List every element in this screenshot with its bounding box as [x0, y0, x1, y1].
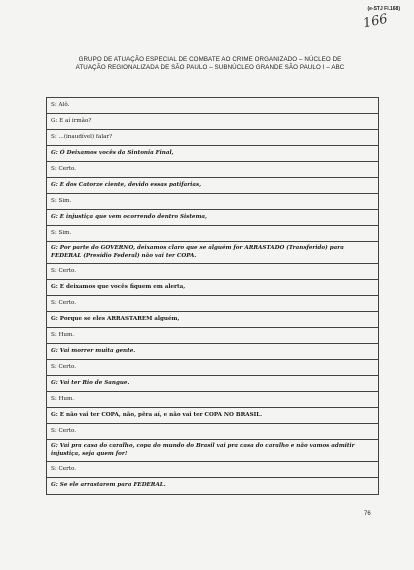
transcript-row [47, 146, 378, 162]
transcript-line-text: S: Certo. [51, 363, 77, 370]
transcript-row [47, 408, 378, 424]
transcript-line-text: S: Sim. [51, 229, 72, 236]
transcript-line-text: S: Certo. [51, 465, 77, 472]
transcript-line-text: G: E não vai ter COPA, não, pêra aí, e não vai ter COPA NO BRASIL. [51, 411, 263, 418]
transcript-row [47, 296, 378, 312]
transcript-table [46, 97, 379, 495]
transcript-line-text: S: Certo. [51, 299, 77, 306]
transcript-row [47, 114, 378, 130]
header-line-2: ATUAÇÃO REGIONALIZADA DE SÃO PAULO – SUBNÚCLEO GRANDE SÃO PAULO I – ABC [75, 64, 345, 71]
transcript-line-text: G: Se ele arrastarem para FEDERAL. [51, 482, 166, 489]
transcript-line-text: S: Sim. [51, 197, 72, 204]
transcript-row [47, 376, 378, 392]
transcript-line-text: G: E deixamos que vocês fiquem em alerta, [51, 283, 186, 290]
transcript-row [47, 424, 378, 440]
transcript-row [47, 210, 378, 226]
transcript-line-text: G: Vai ter Rio de Sangue. [51, 379, 130, 386]
transcript-line-text: S: Alô. [51, 101, 70, 108]
transcript-row [47, 242, 378, 264]
court-stamp: (e-STJ Fl.168) [367, 6, 400, 12]
transcript-row [47, 226, 378, 242]
transcript-line-text: G: Porque se eles ARRASTAREM alguém, [51, 315, 180, 322]
transcript-line-text: S: ...(inaudível) falar? [51, 133, 113, 140]
transcript-row [47, 130, 378, 146]
transcript-line-text: G: Ó Deixamos vocês da Sintonia Final, [51, 149, 174, 156]
transcript-line-text: G: Vai pra casa do caralho, copa do mundo do Brasil vai pra casa do caralho e não vamos admitir injustiça, seja quem for! [51, 443, 355, 457]
transcript-line-text: G: Por parte do GOVERNO, deixamos claro que se alguém for ARRASTADO (Transferido) para FEDERAL (Presídio Federal) não vai ter COPA. [51, 245, 344, 259]
transcript-line-text: G: Vai morrer muita gente. [51, 347, 136, 354]
transcript-row [47, 280, 378, 296]
page-number: 76 [364, 511, 371, 517]
transcript-row [47, 392, 378, 408]
transcript-row [47, 328, 378, 344]
transcript-row [47, 440, 378, 462]
transcript-row [47, 478, 378, 494]
transcript-row [47, 312, 378, 328]
header-line-1: GRUPO DE ATUAÇÃO ESPECIAL DE COMBATE AO CRIME ORGANIZADO – NÚCLEO DE [78, 56, 342, 63]
transcript-row [47, 162, 378, 178]
transcript-row [47, 344, 378, 360]
transcript-row [47, 194, 378, 210]
transcript-line-text: S: Certo. [51, 427, 77, 434]
transcript-line-text: S: Certo. [51, 165, 77, 172]
transcript-row [47, 178, 378, 194]
transcript-row [47, 462, 378, 478]
handwritten-page-number: 166 [361, 11, 390, 32]
transcript-row [47, 360, 378, 376]
transcript-line-text: S: Hum. [51, 395, 75, 402]
transcript-line-text: S: Hum. [51, 331, 75, 338]
transcript-row [47, 98, 378, 114]
document-header [40, 56, 380, 72]
transcript-line-text: G: E dos Catorze ciente, devido essas patifarias, [51, 181, 202, 188]
transcript-line-text: S: Certo. [51, 267, 77, 274]
transcript-row [47, 264, 378, 280]
transcript-line-text: G: E aí irmão? [51, 117, 92, 124]
transcript-line-text: G: E injustiça que vem ocorrendo dentro Sistema, [51, 213, 207, 220]
